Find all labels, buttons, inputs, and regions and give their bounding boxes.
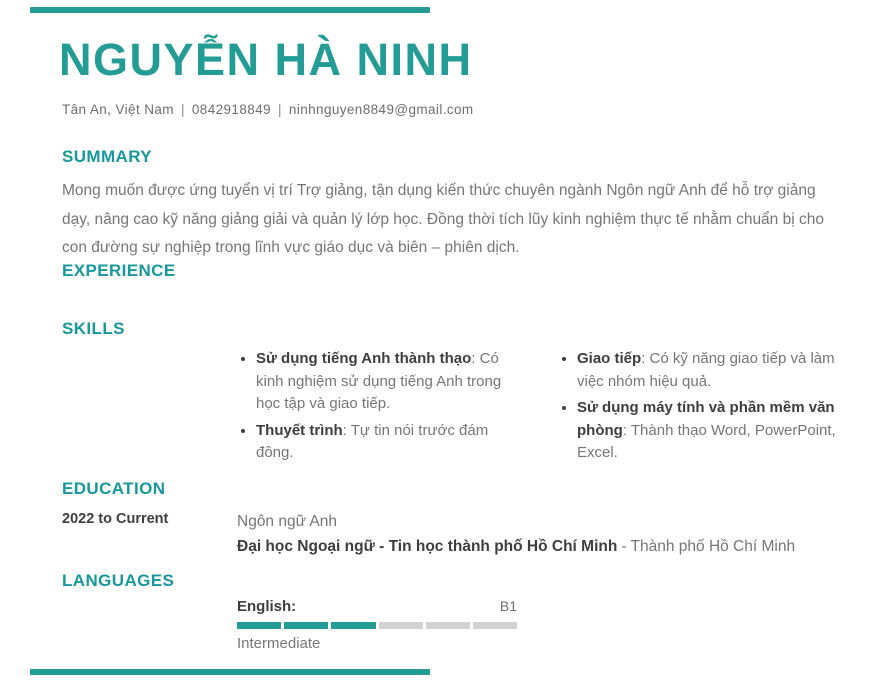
contact-separator: | bbox=[277, 102, 282, 117]
education-school: Đại học Ngoại ngữ - Tin học thành phố Hồ Chí Minh bbox=[237, 538, 618, 555]
skills-list bbox=[558, 347, 846, 465]
progress-segment bbox=[473, 622, 517, 629]
progress-segment bbox=[331, 622, 375, 629]
skill-item bbox=[577, 396, 846, 465]
skill-desc: : Có kinh nghiệm sử dụng tiếng Anh trong học tập và giao tiếp. bbox=[256, 350, 502, 412]
skills-columns bbox=[237, 347, 862, 468]
summary-text: Mong muốn được ứng tuyển vị trí Trợ giảng, tận dụng kiến thức chuyên ngành Ngôn ngữ Anh để hỗ trợ giảng dạy, nâng cao kỹ năng giảng giải và quản lý lớp học. Đồng thời tích lũy kinh nghiệm thực tế nhằm chuẩn bị cho con đường sự nghiệp trong lĩnh vực giáo dục và biên – phiên dịch. bbox=[62, 182, 824, 256]
language-entry bbox=[237, 598, 517, 652]
contact-location: Tân An, Việt Nam bbox=[62, 102, 174, 117]
progress-segment bbox=[379, 622, 423, 629]
progress-segment bbox=[284, 622, 328, 629]
bottom-accent-bar bbox=[30, 669, 430, 675]
skill-item bbox=[256, 419, 525, 465]
language-level-label: Intermediate bbox=[237, 635, 321, 652]
language-name: English: bbox=[237, 598, 297, 615]
resume-name: NGUYỄN HÀ NINH bbox=[59, 34, 473, 85]
skill-label: Sử dụng máy tính và phần mềm văn phòng bbox=[577, 399, 835, 439]
education-field: Ngôn ngữ Anh bbox=[237, 513, 338, 530]
section-title-experience: EXPERIENCE bbox=[62, 261, 176, 280]
education-location: - Thành phố Hồ Chí Minh bbox=[621, 538, 796, 555]
education-entry bbox=[237, 509, 795, 559]
section-title-education: EDUCATION bbox=[62, 479, 166, 498]
contact-phone: 0842918849 bbox=[191, 102, 271, 117]
skill-item bbox=[577, 347, 846, 393]
skill-desc: : Tự tin nói trước đám đông. bbox=[256, 421, 489, 461]
skill-label: Giao tiếp bbox=[577, 350, 642, 367]
progress-segment bbox=[237, 622, 281, 629]
top-accent-bar bbox=[30, 7, 430, 13]
education-school-line bbox=[237, 534, 795, 559]
skills-column-left bbox=[237, 347, 525, 468]
language-row bbox=[237, 598, 517, 615]
section-title-summary: SUMMARY bbox=[62, 147, 152, 166]
section-title-skills: SKILLS bbox=[62, 319, 125, 338]
contact-email: ninhnguyen8849@gmail.com bbox=[288, 102, 474, 117]
language-level-code: B1 bbox=[499, 598, 517, 614]
education-date-range: 2022 to Current bbox=[62, 511, 169, 527]
skills-list bbox=[237, 347, 525, 465]
contact-separator: | bbox=[180, 102, 185, 117]
skill-desc: : Có kỹ năng giao tiếp và làm việc nhóm hiệu quả. bbox=[577, 350, 835, 390]
skill-label: Thuyết trình bbox=[256, 421, 343, 439]
skill-item bbox=[256, 347, 525, 416]
skills-column-right bbox=[558, 347, 846, 468]
skill-label: Sử dụng tiếng Anh thành thạo bbox=[256, 350, 472, 367]
skill-desc: : Thành thạo Word, PowerPoint, Excel. bbox=[577, 421, 836, 461]
progress-segment bbox=[426, 622, 470, 629]
contact-line bbox=[62, 102, 474, 117]
section-title-languages: LANGUAGES bbox=[62, 571, 175, 590]
language-progress-bar bbox=[237, 622, 517, 629]
